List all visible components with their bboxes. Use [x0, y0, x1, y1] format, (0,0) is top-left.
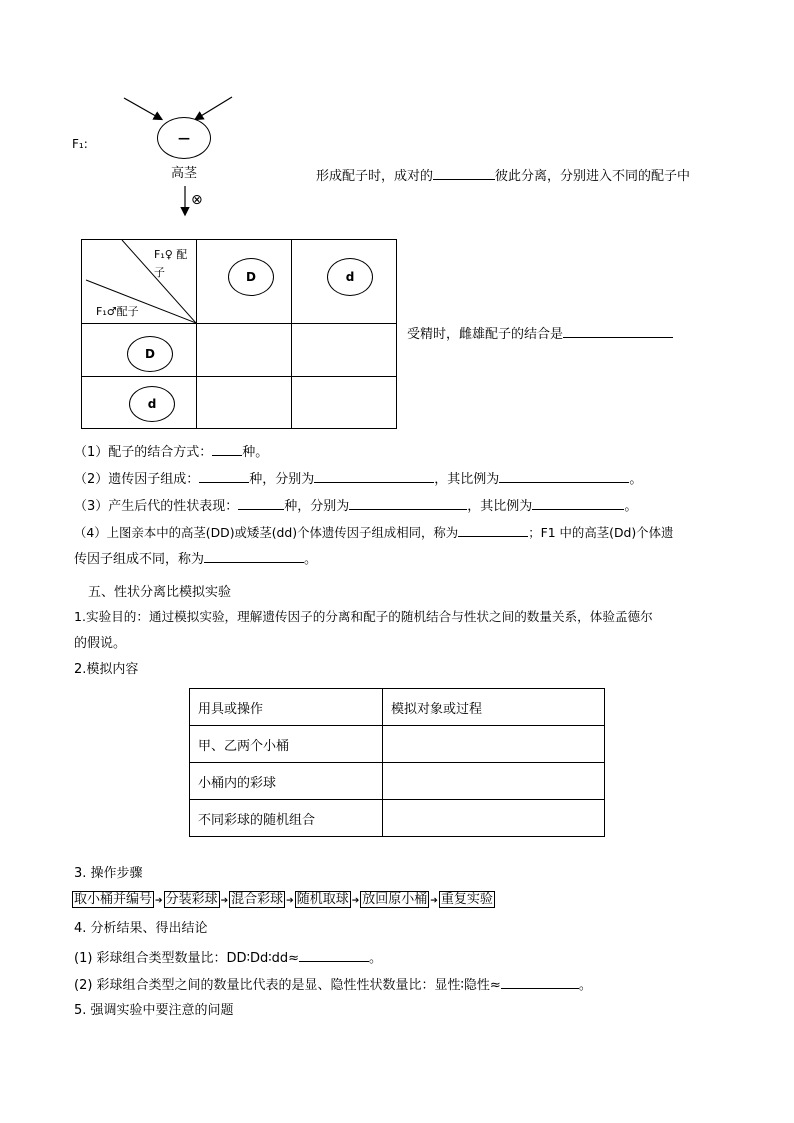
section-5-title: 五、性状分离比模拟实验 [88, 585, 232, 600]
analysis-1 [74, 949, 382, 965]
table-header-simulated: 模拟对象或过程 [383, 689, 605, 726]
step-2: 分装彩球 [165, 892, 218, 907]
q3-blank-count[interactable] [238, 497, 284, 510]
q1-prefix: （1）配子的结合方式： [74, 445, 213, 460]
f1-genotype-circle [157, 117, 211, 159]
gamete-sentence-prefix: 形成配子时，成对的 [316, 169, 434, 184]
parent-arrow-left [124, 98, 161, 119]
fertilization-sentence [407, 325, 673, 341]
table-row [190, 800, 605, 837]
analysis-1-suffix: 。 [369, 951, 383, 966]
male-gamete-header: F₁♂配子 [96, 305, 139, 318]
q4-line1-suffix: ；F1 中的高茎(Dd)个体遗 [528, 525, 674, 540]
step-1: 取小桶并编号 [74, 892, 153, 907]
analysis-2-prefix: (2) 彩球组合类型之间的数量比代表的是显、隐性性状数量比：显性∶隐性≈ [74, 978, 501, 993]
cross-diagram-lines [0, 0, 794, 240]
analysis-2-blank[interactable] [501, 976, 579, 989]
q3-prefix: （3）产生后代的性状表现： [74, 499, 239, 514]
q2-mid1: 种，分别为 [249, 472, 315, 487]
table-cell-tool: 小桶内的彩球 [190, 763, 383, 800]
q3-end: 。 [624, 499, 638, 514]
f1-genotype-blank: — [178, 131, 190, 145]
q2-blank-count[interactable] [199, 470, 249, 483]
question-3 [74, 497, 637, 513]
step-4: 随机取球 [296, 892, 349, 907]
question-4-line-1 [74, 524, 673, 539]
arrow-icon: ➔ [351, 896, 360, 906]
table-cell-answer[interactable] [383, 763, 605, 800]
arrow-icon: ➔ [286, 896, 294, 906]
female-gamete-header-2: 子 [154, 266, 165, 279]
table-cell-answer[interactable] [383, 726, 605, 763]
q2-prefix: （2）遗传因子组成： [74, 472, 200, 487]
arrow-icon: ➔ [430, 896, 438, 906]
male-gamete-cell-D [82, 324, 197, 377]
q2-end: 。 [629, 472, 643, 487]
offspring-cell-Dd-1[interactable] [292, 324, 397, 377]
female-gamete-D: D [246, 270, 256, 284]
gamete-sentence-suffix: 彼此分离，分别进入不同的配子中 [495, 169, 691, 184]
female-gamete-d-circle [327, 258, 373, 296]
q1-suffix: 种。 [242, 445, 269, 460]
steps-title: 3. 操作步骤 [74, 866, 143, 881]
table-row [190, 763, 605, 800]
table-cell-answer[interactable] [383, 800, 605, 837]
analysis-1-prefix: (1) 彩球组合类型数量比：DD∶Dd∶dd≈ [74, 951, 299, 966]
f1-label: F₁: [72, 137, 88, 151]
simulation-content-title: 2.模拟内容 [74, 662, 139, 677]
table-cell-tool: 不同彩球的随机组合 [190, 800, 383, 837]
male-gamete-d: d [147, 397, 157, 411]
notes-title: 5. 强调实验中要注意的问题 [74, 1003, 234, 1018]
gamete-answer-blank[interactable] [433, 167, 495, 180]
table-row [190, 726, 605, 763]
q4-blank-homozygous[interactable] [458, 524, 528, 537]
analysis-2 [74, 976, 592, 992]
experiment-purpose-line-2: 的假说。 [74, 636, 127, 651]
step-3: 混合彩球 [231, 892, 284, 907]
selfing-symbol: ⊗ [191, 192, 203, 208]
step-5: 放回原小桶 [362, 892, 428, 907]
female-gamete-cell-D [197, 240, 292, 324]
q2-blank-types[interactable] [314, 470, 434, 483]
analysis-2-suffix: 。 [578, 978, 592, 993]
male-gamete-cell-d [82, 377, 197, 429]
male-gamete-D-circle [127, 336, 173, 372]
table-cell-tool: 甲、乙两个小桶 [190, 726, 383, 763]
table-row [190, 689, 605, 726]
q2-mid2: ，其比例为 [434, 472, 500, 487]
male-gamete-d-circle [129, 386, 175, 422]
f1-phenotype-label: 高茎 [171, 166, 198, 181]
female-gamete-d: d [345, 270, 355, 284]
analysis-1-blank[interactable] [299, 949, 369, 962]
q3-mid1: 种，分别为 [284, 499, 350, 514]
fertilization-prefix: 受精时，雌雄配子的结合是 [407, 327, 564, 342]
arrow-icon: ➔ [155, 896, 163, 906]
q4-blank-heterozygous[interactable] [204, 550, 304, 563]
offspring-cell-dd[interactable] [292, 377, 397, 429]
q2-blank-ratio[interactable] [499, 470, 629, 483]
experiment-purpose-line-1: 1.实验目的：通过模拟实验，理解遗传因子的分离和配子的随机结合与性状之间的数量关系，体验孟德尔 [74, 609, 653, 624]
simulation-table [189, 688, 605, 837]
female-gamete-header: F₁♀ 配 [154, 248, 188, 261]
offspring-cell-Dd-2[interactable] [197, 377, 292, 429]
table-header-tool: 用具或操作 [190, 689, 383, 726]
female-gamete-D-circle [228, 258, 274, 296]
question-1 [74, 443, 268, 459]
analysis-title: 4. 分析结果、得出结论 [74, 921, 208, 936]
q3-blank-ratio[interactable] [532, 497, 624, 510]
male-gamete-D: D [145, 347, 155, 361]
arrow-icon: ➔ [220, 896, 229, 906]
q4-line2-suffix: 。 [304, 552, 318, 567]
steps-flow [72, 893, 495, 906]
q3-mid2: ，其比例为 [467, 499, 533, 514]
punnett-square [81, 239, 397, 429]
gamete-formation-sentence [316, 167, 690, 183]
question-4-line-2 [74, 550, 317, 566]
offspring-cell-DD[interactable] [197, 324, 292, 377]
punnett-header-cell [82, 240, 197, 324]
q4-line1-prefix: （4）上图亲本中的高茎(DD)或矮茎(dd)个体遗传因子组成相同，称为 [74, 525, 459, 540]
fertilization-answer-blank[interactable] [563, 325, 673, 338]
question-2 [74, 470, 642, 486]
q3-blank-types[interactable] [349, 497, 467, 510]
parent-arrow-right [196, 97, 232, 119]
step-6: 重复实验 [440, 892, 493, 907]
female-gamete-cell-d [292, 240, 397, 324]
q1-blank[interactable] [212, 443, 242, 456]
q4-line2-prefix: 传因子组成不同，称为 [74, 552, 205, 567]
